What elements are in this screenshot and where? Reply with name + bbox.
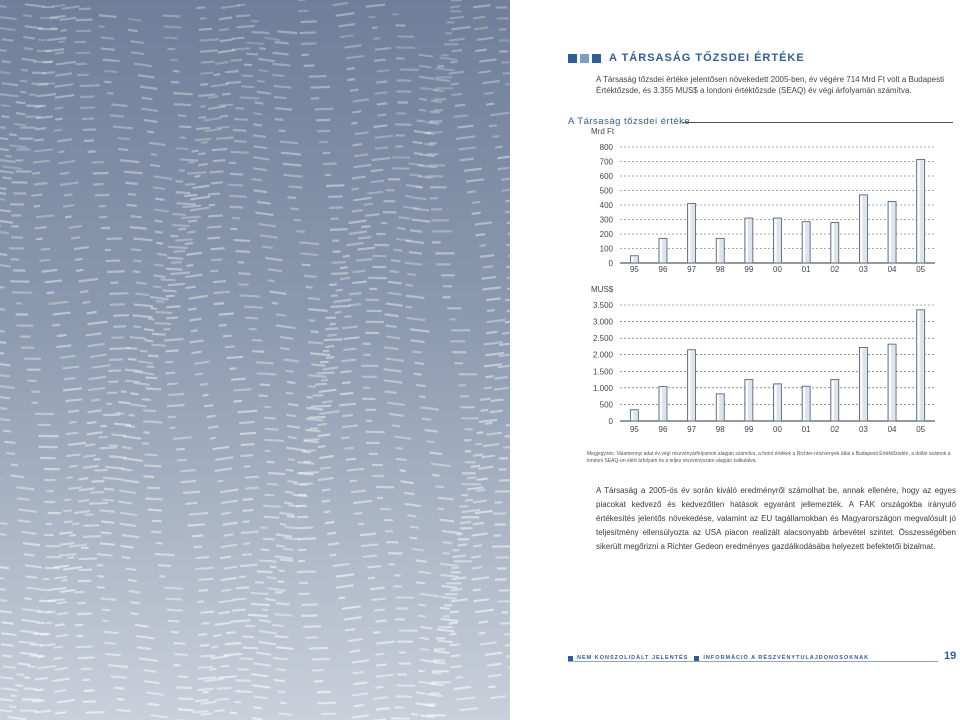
x-tick-label: 95 [629,425,639,434]
x-tick-label: 03 [858,425,868,434]
footer-section-name: INFORMÁCIÓ A RÉSZVÉNYTULAJDONOSOKNAK [703,655,870,661]
y-tick-label: 100 [599,244,613,254]
bar-highlight [775,385,777,420]
intro-paragraph: A Társaság tőzsdei értéke jelentősen növekedett 2005-ben, év végére 714 Mrd Ft volt a Budapesti Értéktőzsde, és 3.355 MUS$ a londoni értéktőzsde (SEAQ) év végi árfolyamán számítva. [596,75,945,95]
bar-highlight [918,311,920,420]
y-tick-label: 500 [599,400,613,410]
bar-highlight [860,196,862,262]
bar-highlight [803,223,805,262]
x-tick-label: 97 [687,425,697,434]
bar-highlight [717,395,719,420]
bar-highlight [717,239,719,262]
y-tick-label: 700 [599,157,613,167]
y-tick-label: 500 [599,186,613,196]
bar-highlight [689,351,691,420]
bar-highlight [746,219,748,262]
y-unit-label: MUS$ [591,285,614,294]
body-paragraph: A Társaság a 2005-ös év során kiváló eredményről számolhat be, annak ellenére, hogy az egyes piacokat kedvező és kedvezőtlen hatások egyaránt jellemezték. A FÁK országokba irányuló értékesítés jelentős növekedése, valamint az EU tagállamokban és Magyarországon megvalósult jó teljesítmény ellensúlyozta az USA piacon realizált alacsonyabb árbevétel szintet. Összességében sikerült megőrizni a Richter Gedeon eredményes gazdálkodásába helyezett befektetői bizalmat. [596,486,956,551]
bar-highlight [832,223,834,262]
bar-highlight [660,239,662,262]
bar-highlight [746,381,748,420]
bar-highlight [918,160,920,262]
footer-square-icon [568,656,573,661]
bar-highlight [860,348,862,420]
x-tick-label: 96 [658,425,668,434]
bar-highlight [889,345,891,420]
bar-highlight [631,257,633,262]
y-tick-label: 200 [599,230,613,239]
x-tick-label: 05 [916,265,926,274]
footer-report-name: NEM KONSZOLIDÁLT JELENTÉS [577,655,689,661]
y-tick-label: 300 [599,215,613,225]
y-tick-label: 3.000 [592,317,613,327]
x-tick-label: 98 [715,265,725,274]
x-tick-label: 00 [773,425,782,434]
chart-heading: A Társaság tőzsdei értéke [568,116,691,127]
y-tick-label: 0 [608,417,613,426]
x-tick-label: 01 [801,425,811,434]
x-tick-label: 98 [715,425,725,434]
y-tick-label: 1.000 [592,383,613,393]
x-tick-label: 04 [887,425,897,434]
y-tick-label: 800 [599,143,613,152]
x-tick-label: 04 [887,265,897,274]
bar-highlight [660,388,662,420]
chart-0 [591,127,935,274]
bar-highlight [689,205,691,262]
bar-highlight [803,387,805,420]
x-tick-label: 02 [830,425,840,434]
page-number: 19 [944,650,957,662]
x-tick-label: 99 [744,425,754,434]
footer-square-icon [694,656,699,661]
y-tick-label: 400 [599,201,613,210]
x-tick-label: 96 [658,265,668,274]
bar-highlight [889,202,891,262]
page-footer [568,653,869,663]
y-tick-label: 2.000 [592,350,613,360]
x-tick-label: 02 [830,265,840,274]
bar-highlight [832,381,834,420]
x-tick-label: 05 [916,425,926,434]
bar-highlight [631,411,633,420]
x-tick-label: 99 [744,265,754,274]
chart-footnote: Megjegyzés: Valamennyi adat év végi részvényárfolyamok alapján számítva, a forint értékek a Richter-részvények által a Budapesti Értéktőzsdén, a dollár számok a londoni SEAQ-on elért árfolyam és a teljes részvényszám alapján kalkulálva. [587,451,951,464]
y-tick-label: 3.500 [592,301,613,310]
x-tick-label: 95 [629,265,639,274]
x-tick-label: 01 [801,265,811,274]
y-tick-label: 600 [599,172,613,181]
y-tick-label: 0 [608,259,613,268]
x-tick-label: 97 [687,265,697,274]
y-tick-label: 2.500 [592,334,613,344]
x-tick-label: 03 [858,265,868,274]
y-tick-label: 1.500 [592,367,613,377]
x-tick-label: 00 [773,265,782,274]
y-unit-label: Mrd Ft [591,127,615,136]
chart-1 [591,285,935,434]
bar-highlight [775,219,777,262]
section-title: A TÁRSASÁG TŐZSDEI ÉRTÉKE [609,52,805,64]
